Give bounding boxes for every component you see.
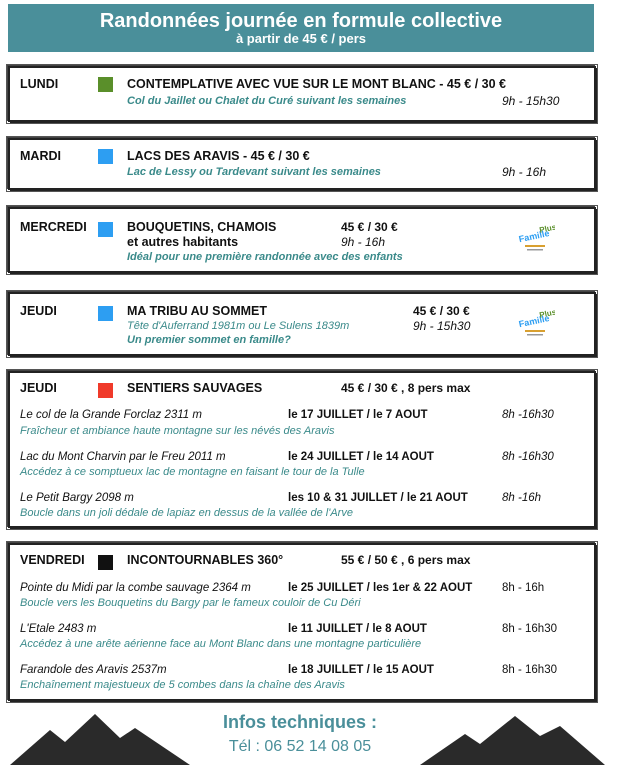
svg-text:Famille: Famille — [517, 313, 551, 330]
hike-price: 45 € / 30 € — [341, 220, 398, 234]
section-mercredi — [8, 207, 596, 273]
route-name: Farandole des Aravis 2537m — [20, 664, 167, 676]
route-dates: le 17 JUILLET / le 7 AOUT — [288, 409, 428, 421]
difficulty-square-blue — [98, 222, 113, 237]
hike-subtitle-2: Un premier sommet en famille? — [127, 334, 291, 346]
hike-hours: 9h - 15h30 — [413, 319, 471, 333]
route-dates: le 11 JUILLET / le 8 AOUT — [288, 623, 427, 635]
footer-phone: Tél : 06 52 14 08 05 — [228, 738, 372, 755]
hike-title: CONTEMPLATIVE AVEC VUE SUR LE MONT BLANC - 45 € / 30 € — [127, 77, 506, 91]
route-description: Accédez à une arête aérienne face au Mont Blanc dans une montagne particulière — [20, 638, 422, 650]
route-dates: le 18 JUILLET / le 15 AOUT — [288, 664, 434, 676]
route-name: Lac du Mont Charvin par le Freu 2011 m — [20, 451, 226, 463]
hike-title: LACS DES ARAVIS - 45 € / 30 € — [127, 149, 310, 163]
footer-title: Infos techniques : — [222, 712, 377, 732]
section-jeudi-sauvages — [8, 371, 596, 528]
hike-hours: 9h - 16h — [341, 235, 386, 249]
day-label: JEUDI — [20, 381, 57, 395]
hike-title: MA TRIBU AU SOMMET — [127, 304, 268, 318]
route-hours: 8h - 16h — [502, 582, 545, 594]
famille-plus-logo-icon — [515, 306, 555, 340]
route-hours: 8h - 16h30 — [502, 664, 557, 676]
difficulty-square-blue — [98, 149, 113, 164]
route-description: Boucle dans un joli dédale de lapiaz en dessus de la vallée de l'Arve — [20, 507, 353, 519]
hike-title: SENTIERS SAUVAGES — [127, 381, 263, 395]
route-description: Fraîcheur et ambiance haute montagne sur les névés des Aravis — [20, 425, 335, 437]
svg-text:Famille: Famille — [517, 228, 551, 245]
difficulty-square-green — [98, 77, 113, 92]
route-name: L'Etale 2483 m — [20, 623, 97, 635]
page-title: Randonnées journée en formule collective — [99, 10, 503, 32]
hike-subtitle: Col du Jaillet ou Chalet du Curé suivant les semaines — [127, 95, 407, 107]
route-description: Enchaînement majestueux de 5 combes dans la chaîne des Aravis — [20, 679, 345, 691]
day-label: MARDI — [20, 149, 61, 163]
route-name: Le Petit Bargy 2098 m — [20, 492, 134, 504]
route-description: Boucle vers les Bouquetins du Bargy par le fameux couloir de Cu Déri — [20, 597, 361, 609]
section-jeudi-tribu — [8, 292, 596, 356]
route-hours: 8h - 16h30 — [502, 623, 557, 635]
route-hours: 8h -16h — [502, 492, 542, 504]
route-dates: le 24 JUILLET / le 14 AOUT — [288, 451, 434, 463]
hike-subtitle: Tête d'Auferrand 1981m ou Le Sulens 1839m — [127, 320, 350, 332]
day-label: VENDREDI — [20, 553, 85, 567]
hike-price: 55 € / 50 € , 6 pers max — [341, 553, 471, 567]
day-label: LUNDI — [20, 77, 59, 91]
difficulty-square-black — [98, 555, 113, 570]
hike-hours: 9h - 16h — [502, 165, 547, 179]
difficulty-square-blue — [98, 306, 113, 321]
route-dates: le 25 JUILLET / les 1er & 22 AOUT — [288, 582, 473, 594]
route-description: Accédez à ce somptueux lac de montagne en faisant le tour de la Tulle — [20, 466, 365, 478]
hike-subtitle: Idéal pour une première randonnée avec des enfants — [127, 251, 403, 263]
famille-plus-logo-icon — [515, 221, 555, 255]
hike-title: BOUQUETINS, CHAMOIS — [127, 220, 277, 234]
hike-hours: 9h - 15h30 — [502, 94, 560, 108]
day-label: MERCREDI — [20, 220, 87, 234]
hike-subtitle: Lac de Lessy ou Tardevant suivant les semaines — [127, 166, 381, 178]
section-vendredi — [8, 543, 596, 701]
svg-text:Plus: Plus — [538, 307, 555, 320]
hike-price: 45 € / 30 € , 8 pers max — [341, 381, 471, 395]
hike-price: 45 € / 30 € — [413, 304, 470, 318]
route-dates: les 10 & 31 JUILLET / le 21 AOUT — [288, 492, 468, 504]
hike-title-line2: et autres habitants — [127, 235, 239, 249]
route-hours: 8h -16h30 — [502, 409, 554, 421]
section-mardi — [8, 138, 596, 190]
section-lundi — [8, 66, 596, 122]
page-header — [8, 4, 594, 52]
hike-title: INCONTOURNABLES 360° — [127, 553, 284, 567]
route-name: Le col de la Grande Forclaz 2311 m — [20, 409, 202, 421]
difficulty-square-red — [98, 383, 113, 398]
route-hours: 8h -16h30 — [502, 451, 554, 463]
day-label: JEUDI — [20, 304, 57, 318]
page-subtitle: à partir de 45 € / pers — [235, 31, 367, 46]
svg-text:Plus: Plus — [538, 222, 555, 235]
route-name: Pointe du Midi par la combe sauvage 2364 m — [20, 582, 251, 594]
